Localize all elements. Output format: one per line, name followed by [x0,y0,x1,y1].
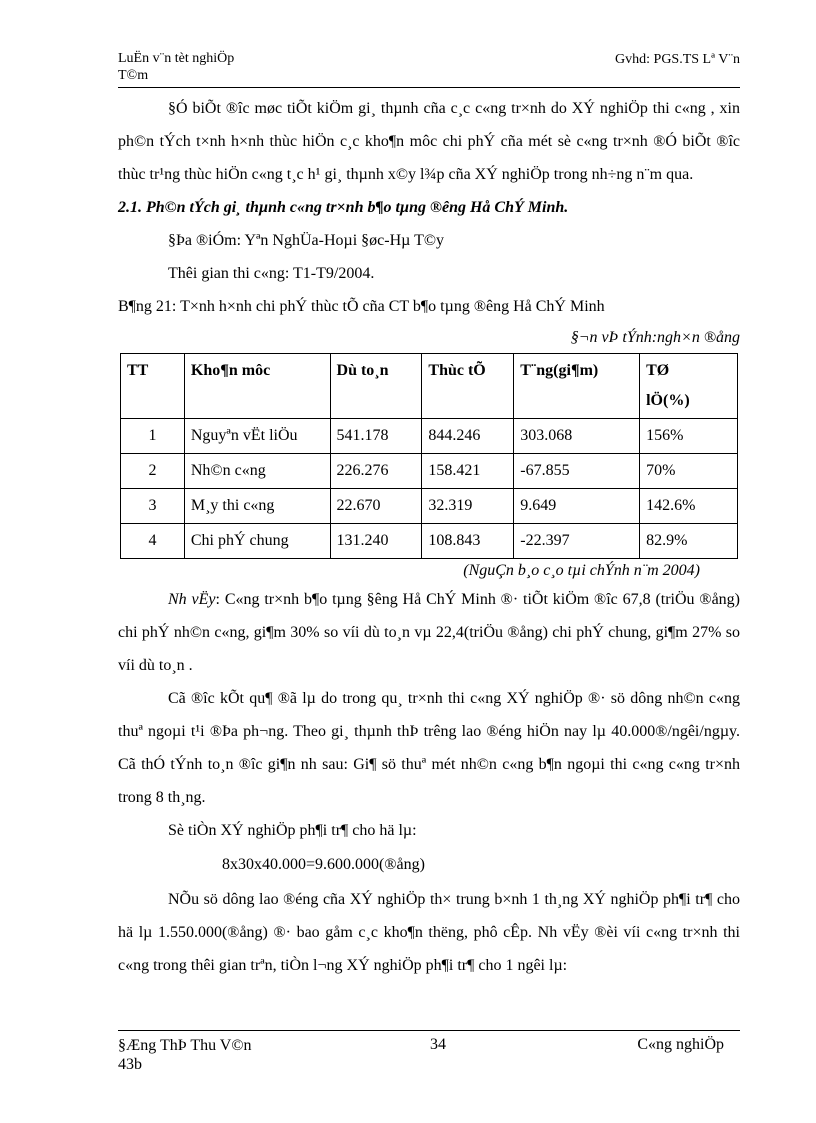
cell-change: -22.397 [514,524,640,559]
col-header-estimate: Dù to¸n [330,354,422,419]
cell-change: -67.855 [514,454,640,489]
footer-class: 43b [118,1056,142,1073]
page-body [118,92,740,982]
payment-paragraph: Sè tiÒn XÝ nghiÖp ph¶i tr¶ cho hä lµ: [168,822,417,839]
col-header-ratio-line1: TØ [646,362,670,379]
footer-divider [118,1030,740,1031]
intro-paragraph: §Ó biÕt ®îc møc tiÕt kiÖm gi¸ thµnh cña c¸c c«ng tr×nh do XÝ nghiÖp thi c«ng , xin ph©n tÝch t×nh h×nh thùc hiÖn c¸c kho¶n môc chi phÝ cña mét sè c«ng tr×nh ®Ó biÕt ®îc thùc tr¹ng thùc hiÖn c«ng t¸c h¹ gi¸ thµnh x©y l¾p cña XÝ nghiÖp trong nh÷ng n¨m qua. [118,100,740,183]
table-row [121,489,738,524]
cost-table [120,353,738,559]
col-header-tt: TT [121,354,185,419]
cell-ratio: 82.9% [640,524,738,559]
cell-ratio: 156% [640,419,738,454]
cell-change: 303.068 [514,419,640,454]
cell-item: Nguyªn vËt liÖu [184,419,330,454]
table-source: (NguÇn b¸o c¸o tµi chÝnh n¨m 2004) [463,562,700,579]
cell-estimate: 22.670 [330,489,422,524]
cell-item: Chi phÝ chung [184,524,330,559]
cell-estimate: 131.240 [330,524,422,559]
footer-faculty: C«ng nghiÖp [637,1036,724,1053]
table-row [121,419,738,454]
table-row [121,524,738,559]
cell-actual: 844.246 [422,419,514,454]
location-line: §Þa ®iÓm: Yªn NghÜa-Hoµi §øc-Hµ T©y [168,232,445,249]
section-heading: 2.1. Ph©n tÝch gi¸ thµnh c«ng tr×nh b¶o tµng ®êng Hå ChÝ Minh. [118,199,569,216]
cell-item: Nh©n c«ng [184,454,330,489]
cell-ratio: 70% [640,454,738,489]
footer-author: §Æng ThÞ Thu V©n [118,1037,252,1054]
cell-actual: 32.319 [422,489,514,524]
table-row [121,454,738,489]
cell-tt: 1 [121,419,185,454]
cost-formula: 8x30x40.000=9.600.000(®ång) [222,856,425,873]
col-header-actual: Thùc tÕ [422,354,514,419]
labour-paragraph: NÕu sö dông lao ®éng cña XÝ nghiÖp th× trung b×nh 1 th¸ng XÝ nghiÖp ph¶i tr¶ cho hä lµ 1.550.000(®ång) ®· bao gåm c¸c kho¶n thëng, phô cÊp. Nh vËy ®èi víi c«ng tr×nh thi c«ng trong thêi gian trªn, tiÒn l¬ng XÝ nghiÖp ph¶i tr¶ cho 1 ngêi lµ: [118,891,740,974]
cell-actual: 158.421 [422,454,514,489]
cell-actual: 108.843 [422,524,514,559]
cell-ratio: 142.6% [640,489,738,524]
table-caption: B¶ng 21: T×nh h×nh chi phÝ thùc tÕ cña CT b¶o tµng ®êng Hå ChÝ Minh [118,298,605,315]
cell-estimate: 541.178 [330,419,422,454]
table-unit: §¬n vÞ tÝnh:ngh×n ®ång [570,329,740,346]
explanation-paragraph: Cã ®îc kÕt qu¶ ®ã lµ do trong qu¸ tr×nh thi c«ng XÝ nghiÖp ®· sö dông nh©n c«ng thuª ngoµi t¹i ®Þa ph¬ng. Theo gi¸ thµnh thÞ trêng lao ®éng hiÖn nay lµ 40.000®/ngêi/ngµy. Cã thÓ tÝnh to¸n ®îc gi¶n nh sau: Gi¶ sö thuª mét nh©n c«ng b¶n ngoµi thi c«ng c«ng tr×nh trong 8 th¸ng. [118,690,740,806]
conclusion-label: Nh vËy [168,591,216,608]
col-header-ratio [640,354,738,419]
cell-tt: 4 [121,524,185,559]
col-header-item: Kho¶n môc [184,354,330,419]
col-header-change: T¨ng(gi¶m) [514,354,640,419]
cell-change: 9.649 [514,489,640,524]
header-thesis-title: LuËn v¨n tèt nghiÖp [118,51,235,66]
page-number: 34 [430,1036,446,1053]
header-supervisor: Gvhd: PGS.TS Lª V¨n [615,52,740,67]
header-thesis-title-cont: T©m [118,68,149,83]
col-header-ratio-line2: lÖ(%) [646,392,690,409]
header-divider [118,87,740,88]
cell-estimate: 226.276 [330,454,422,489]
cell-tt: 3 [121,489,185,524]
conclusion-paragraph [118,583,740,682]
duration-line: Thêi gian thi c«ng: T1-T9/2004. [168,265,375,282]
table-header-row [121,354,738,419]
cell-tt: 2 [121,454,185,489]
cell-item: M¸y thi c«ng [184,489,330,524]
conclusion-text: : C«ng tr×nh b¶o tµng §êng Hå ChÝ Minh ®· tiÕt kiÖm ®îc 67,8 (triÖu ®ång) chi phÝ nh©n c«ng, gi¶m 30% so víi dù to¸n vµ 22,4(triÖu ®ång) chi phÝ chung, gi¶m 27% so víi dù to¸n . [118,591,740,674]
